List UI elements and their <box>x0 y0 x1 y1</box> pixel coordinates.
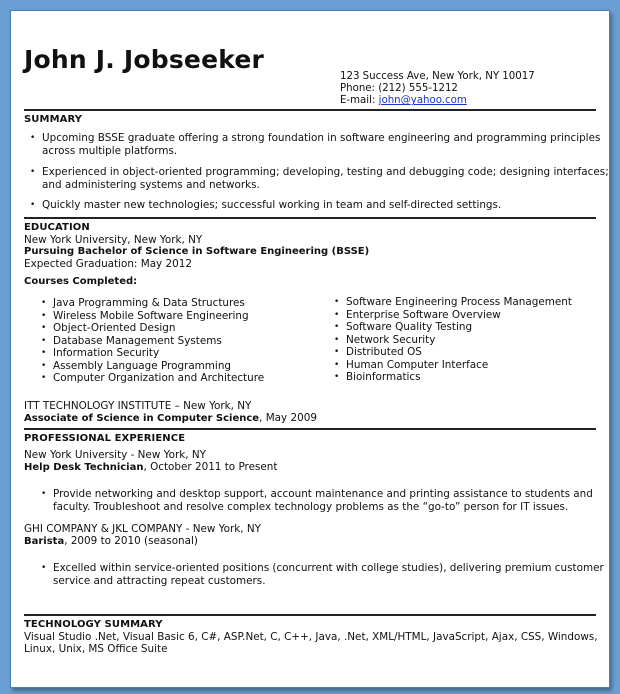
email-link[interactable]: john@yahoo.com <box>378 95 467 107</box>
candidate-name: John J. Jobseeker <box>24 45 265 74</box>
school-2: ITT TECHNOLOGY INSTITUTE – New York, NY <box>24 400 252 412</box>
job-1-bullet: • Provide networking and desktop support, account maintenance and printing assistance to students and <box>41 488 593 500</box>
list-item: • Information Security <box>41 347 160 359</box>
email-line <box>340 95 535 107</box>
courses-heading: Courses Completed: <box>24 276 138 287</box>
phone: Phone: (212) 555-1212 <box>340 83 458 95</box>
list-item: • Java Programming & Data Structures <box>41 297 245 309</box>
list-item: • Human Computer Interface <box>334 358 489 371</box>
list-item: • Enterprise Software Overview <box>334 308 501 321</box>
job-2-dates: , 2009 to 2010 (seasonal) <box>64 535 198 547</box>
summary-heading: SUMMARY <box>24 114 83 125</box>
list-item: • Bioinformatics <box>334 371 421 383</box>
list-item: • Assembly Language Programming <box>41 359 231 372</box>
education-heading: EDUCATION <box>24 222 90 233</box>
divider <box>24 217 596 219</box>
degree-1: Pursuing Bachelor of Science in Software Engineering (BSSE) <box>24 246 370 257</box>
courses-left-list <box>41 297 265 385</box>
email-label: E-mail: <box>340 95 379 107</box>
school-1: New York University, New York, NY <box>24 234 203 246</box>
summary-bullet-1: • Upcoming BSSE graduate offering a strong foundation in software engineering and programming principles <box>30 132 601 144</box>
technology-line-2: Linux, Unix, MS Office Suite <box>24 643 168 655</box>
list-item: • Software Quality Testing <box>334 321 473 333</box>
list-item: • Network Security <box>334 333 436 346</box>
list-item: • Computer Organization and Architecture <box>41 372 265 384</box>
experience-heading: PROFESSIONAL EXPERIENCE <box>24 433 186 444</box>
technology-line-1: Visual Studio .Net, Visual Basic 6, C#, ASP.Net, C, C++, Java, .Net, XML/HTML, JavaScript, Ajax, CSS, Windows, <box>24 631 598 643</box>
degree-2-line <box>24 412 317 426</box>
job-2-employer: GHI COMPANY & JKL COMPANY - New York, NY <box>24 523 262 535</box>
job-2-bullet: • Excelled within service-oriented positions (concurrent with college studies), delivering premium customer <box>41 562 604 574</box>
summary-bullet-3: • Quickly master new technologies; successful working in team and self-directed settings. <box>30 199 502 211</box>
courses-right-list <box>334 296 572 384</box>
list-item: • Wireless Mobile Software Engineering <box>41 309 249 322</box>
summary-bullet-1-cont: across multiple platforms. <box>42 145 178 157</box>
list-item: • Distributed OS <box>334 346 422 358</box>
job-2-bullet-cont: service and attracting repeat customers. <box>53 575 266 587</box>
address: 123 Success Ave, New York, NY 10017 <box>340 71 535 82</box>
technology-heading: TECHNOLOGY SUMMARY <box>24 619 163 630</box>
job-1-employer: New York University - New York, NY <box>24 449 206 461</box>
summary-bullet-2: • Experienced in object-oriented programming; developing, testing and debugging code; designing interfaces; <box>30 166 609 178</box>
job-2-title: Barista <box>24 536 65 547</box>
divider <box>24 428 596 430</box>
summary-bullet-2-cont: and administering systems and networks. <box>42 179 260 191</box>
divider <box>24 614 596 616</box>
list-item: • Object-Oriented Design <box>41 322 176 334</box>
job-1-bullet-cont: faculty. Troubleshoot and resolve complex technology problems as the “go-to” person for IT issues. <box>53 501 569 513</box>
divider <box>24 109 596 111</box>
list-item: • Software Engineering Process Management <box>334 296 572 308</box>
job-1-title: Help Desk Technician <box>24 462 144 473</box>
job-2-title-line <box>24 535 198 549</box>
resume-page <box>10 10 610 688</box>
job-1-title-line <box>24 461 277 475</box>
list-item: • Database Management Systems <box>41 334 222 347</box>
degree-2: Associate of Science in Computer Science <box>24 413 260 424</box>
graduation-date: Expected Graduation: May 2012 <box>24 258 192 270</box>
contact-block <box>340 71 535 108</box>
degree-2-date: , May 2009 <box>259 412 317 424</box>
job-1-dates: , October 2011 to Present <box>143 461 278 473</box>
